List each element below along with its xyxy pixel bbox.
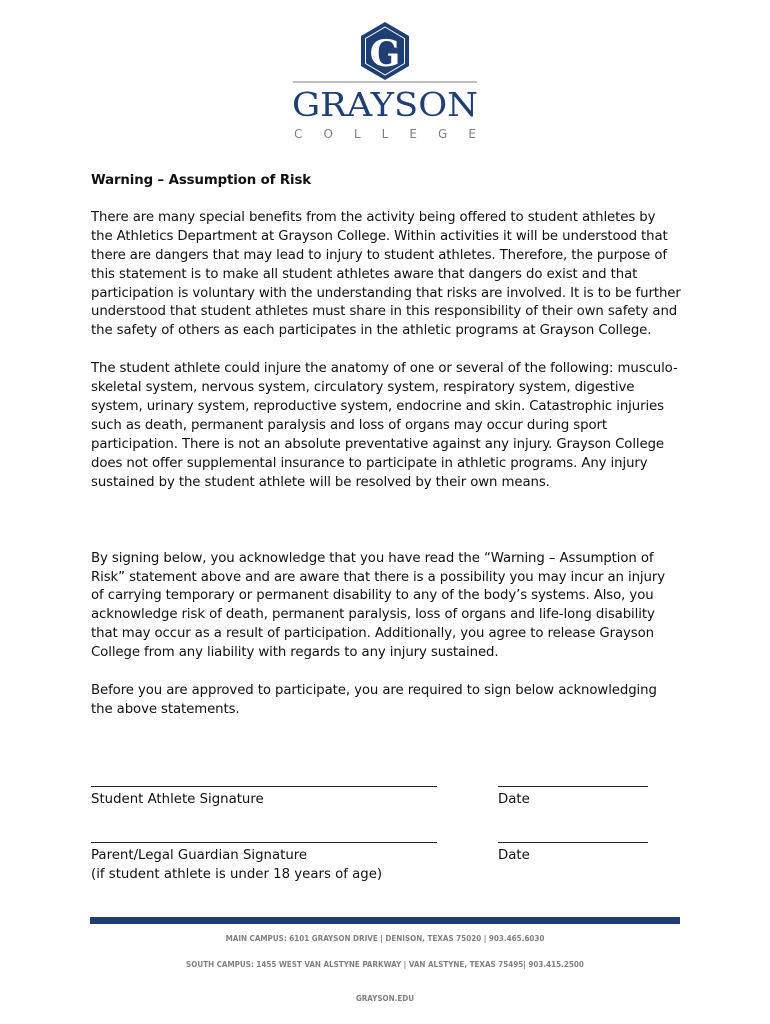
athlete-date-field[interactable] [498, 786, 648, 810]
paragraph-anatomy: The student athlete could injure the anatomy of one or several of the following: musculo-skeletal system, nervous system, circulatory system, respiratory system, digestive system, urinary system, reproductive system, endocrine and skin. Catastrophic injuries such as death, permanent paralysis and loss of organs may occur during sport participation. There is not an absolute preventative against any injury. Grayson College does not offer supplemental insurance to participate in athletic programs. Any injury sustained by the student athlete will be resolved by their own means. [91, 361, 678, 490]
guardian-signature-line [91, 842, 437, 843]
athlete-signature-label: Student Athlete Signature [91, 792, 264, 807]
footer-main-campus: MAIN CAMPUS: 6101 GRAYSON DRIVE | DENISON, TEXAS 75020 | 903.465.6030 [225, 934, 545, 943]
logo-letter: G [369, 33, 401, 75]
grayson-college-logo [0, 20, 770, 145]
guardian-date-label: Date [498, 848, 530, 863]
document-heading: Warning – Assumption of Risk [91, 173, 312, 188]
logo-name: GRAYSON [292, 85, 478, 124]
footer-website[interactable]: GRAYSON.EDU [355, 994, 415, 1003]
athlete-signature-line [91, 786, 437, 787]
athlete-date-line [498, 786, 648, 787]
paragraph-acknowledgement: By signing below, you acknowledge that you have read the “Warning – Assumption of Risk” statement above and are aware that there is a possibility you may incur an injury of carrying temporary or permanent disability to any of the body’s systems. Also, you acknowledge risk of death, permanent paralysis, loss of organs and life-long disability that may occur as a result of participation. Additionally, you agree to release Grayson College from any liability with regards to any injury sustained. [91, 550, 665, 661]
guardian-date-line [498, 842, 648, 843]
athlete-signature-field[interactable] [91, 786, 437, 810]
footer-divider [90, 917, 680, 924]
athlete-date-label: Date [498, 792, 530, 807]
document-body [91, 172, 681, 739]
guardian-signature-label: Parent/Legal Guardian Signature [91, 848, 308, 863]
paragraph-benefits: There are many special benefits from the activity being offered to student athletes by the Athletics Department at Grayson College. Within activities it will be understood that there are dangers that may lead to injury to student athletes. Therefore, the purpose of this statement is to make all student athletes aware that dangers do exist and that participation is voluntary with the understanding that risks are involved. It is to be further understood that student athletes must share in this responsibility of their own safety and the safety of others as each participates in the athletic programs at Grayson College. [91, 209, 681, 339]
guardian-signature-note: (if student athlete is under 18 years of age) [91, 866, 383, 882]
guardian-date-field[interactable] [498, 842, 648, 866]
logo-subname: C O L L E G E [294, 127, 476, 141]
guardian-signature-field[interactable] [91, 842, 437, 885]
paragraph-approval: Before you are approved to participate, you are required to sign below acknowledging the above statements. [91, 683, 657, 717]
logo-mark [285, 20, 485, 142]
footer-south-campus: SOUTH CAMPUS: 1455 WEST VAN ALSTYNE PARKWAY | VAN ALSTYNE, TEXAS 75495| 903.415.2500 [186, 960, 584, 969]
